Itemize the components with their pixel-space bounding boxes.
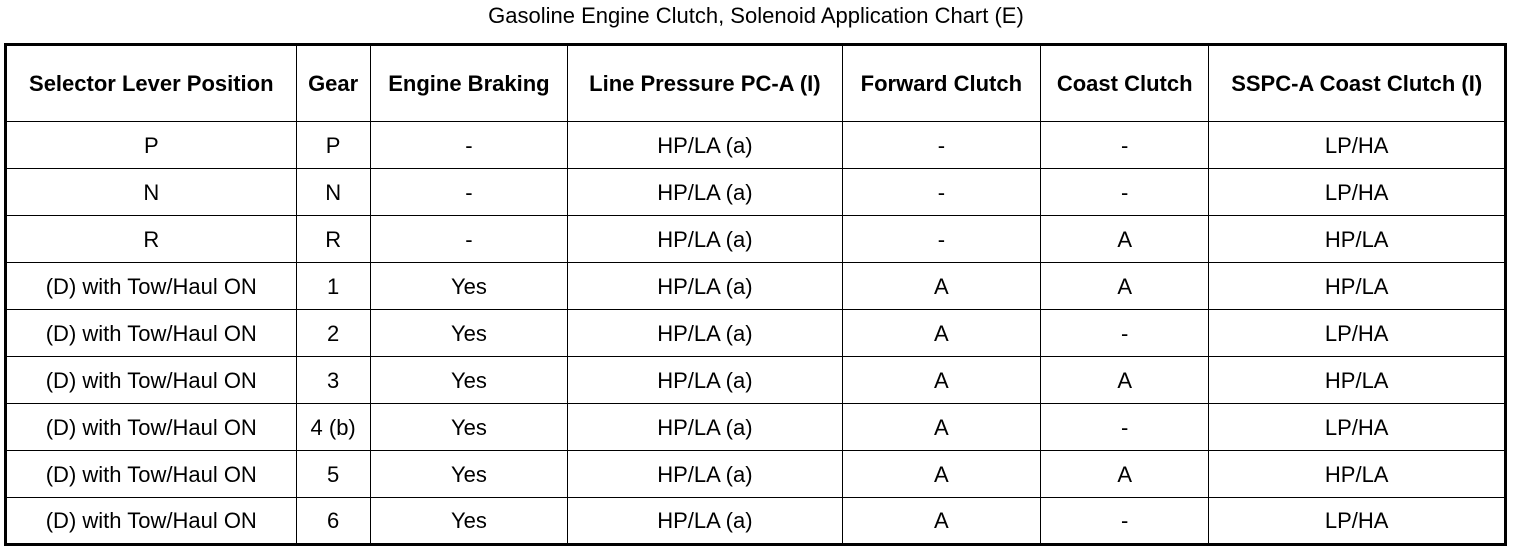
sspc-a-coast-clutch-cell: LP/HA [1209,404,1506,451]
gear-cell: R [296,216,370,263]
table-row [6,498,1506,545]
selector-lever-position-cell: P [6,122,297,169]
coast-clutch-cell: - [1041,498,1209,545]
selector-lever-position-cell: N [6,169,297,216]
engine-braking-cell: Yes [370,498,567,545]
engine-braking-cell: - [370,169,567,216]
table-row [6,122,1506,169]
coast-clutch-cell: - [1041,310,1209,357]
coast-clutch-cell: A [1041,216,1209,263]
line-pressure-cell: HP/LA (a) [568,310,843,357]
sspc-a-coast-clutch-cell: LP/HA [1209,169,1506,216]
line-pressure-cell: HP/LA (a) [568,498,843,545]
coast-clutch-cell: A [1041,451,1209,498]
line-pressure-cell: HP/LA (a) [568,404,843,451]
table-row [6,216,1506,263]
table-row [6,310,1506,357]
forward-clutch-cell: A [842,404,1040,451]
gear-cell: 6 [296,498,370,545]
table-row [6,357,1506,404]
line-pressure-cell: HP/LA (a) [568,216,843,263]
selector-lever-position-cell: (D) with Tow/Haul ON [6,498,297,545]
engine-braking-cell: Yes [370,451,567,498]
table-body [6,122,1506,545]
engine-braking-cell: Yes [370,263,567,310]
col-header-sspc-a-coast-clutch: SSPC-A Coast Clutch (I) [1209,45,1506,122]
selector-lever-position-cell: (D) with Tow/Haul ON [6,451,297,498]
forward-clutch-cell: - [842,169,1040,216]
table-row [6,404,1506,451]
gear-cell: N [296,169,370,216]
col-header-selector-lever-position: Selector Lever Position [6,45,297,122]
col-header-engine-braking: Engine Braking [370,45,567,122]
gear-cell: 3 [296,357,370,404]
coast-clutch-cell: A [1041,357,1209,404]
forward-clutch-cell: A [842,498,1040,545]
gear-cell: 1 [296,263,370,310]
sspc-a-coast-clutch-cell: HP/LA [1209,263,1506,310]
line-pressure-cell: HP/LA (a) [568,263,843,310]
sspc-a-coast-clutch-cell: LP/HA [1209,498,1506,545]
table-row [6,263,1506,310]
line-pressure-cell: HP/LA (a) [568,122,843,169]
engine-braking-cell: Yes [370,310,567,357]
sspc-a-coast-clutch-cell: HP/LA [1209,357,1506,404]
selector-lever-position-cell: (D) with Tow/Haul ON [6,310,297,357]
sspc-a-coast-clutch-cell: LP/HA [1209,122,1506,169]
solenoid-application-table [4,43,1507,546]
engine-braking-cell: - [370,122,567,169]
coast-clutch-cell: - [1041,122,1209,169]
forward-clutch-cell: A [842,263,1040,310]
sspc-a-coast-clutch-cell: HP/LA [1209,216,1506,263]
forward-clutch-cell: A [842,357,1040,404]
coast-clutch-cell: - [1041,404,1209,451]
line-pressure-cell: HP/LA (a) [568,357,843,404]
header-row [6,45,1506,122]
col-header-gear: Gear [296,45,370,122]
forward-clutch-cell: - [842,122,1040,169]
forward-clutch-cell: A [842,310,1040,357]
gear-cell: P [296,122,370,169]
table-row [6,169,1506,216]
selector-lever-position-cell: R [6,216,297,263]
line-pressure-cell: HP/LA (a) [568,451,843,498]
gear-cell: 4 (b) [296,404,370,451]
engine-braking-cell: Yes [370,357,567,404]
forward-clutch-cell: - [842,216,1040,263]
coast-clutch-cell: A [1041,263,1209,310]
gear-cell: 5 [296,451,370,498]
col-header-forward-clutch: Forward Clutch [842,45,1040,122]
sspc-a-coast-clutch-cell: HP/LA [1209,451,1506,498]
gear-cell: 2 [296,310,370,357]
engine-braking-cell: Yes [370,404,567,451]
col-header-line-pressure: Line Pressure PC-A (I) [568,45,843,122]
table-row [6,451,1506,498]
col-header-coast-clutch: Coast Clutch [1041,45,1209,122]
coast-clutch-cell: - [1041,169,1209,216]
engine-braking-cell: - [370,216,567,263]
line-pressure-cell: HP/LA (a) [568,169,843,216]
selector-lever-position-cell: (D) with Tow/Haul ON [6,263,297,310]
selector-lever-position-cell: (D) with Tow/Haul ON [6,404,297,451]
chart-title: Gasoline Engine Clutch, Solenoid Application Chart (E) [488,3,1024,28]
forward-clutch-cell: A [842,451,1040,498]
selector-lever-position-cell: (D) with Tow/Haul ON [6,357,297,404]
sspc-a-coast-clutch-cell: LP/HA [1209,310,1506,357]
